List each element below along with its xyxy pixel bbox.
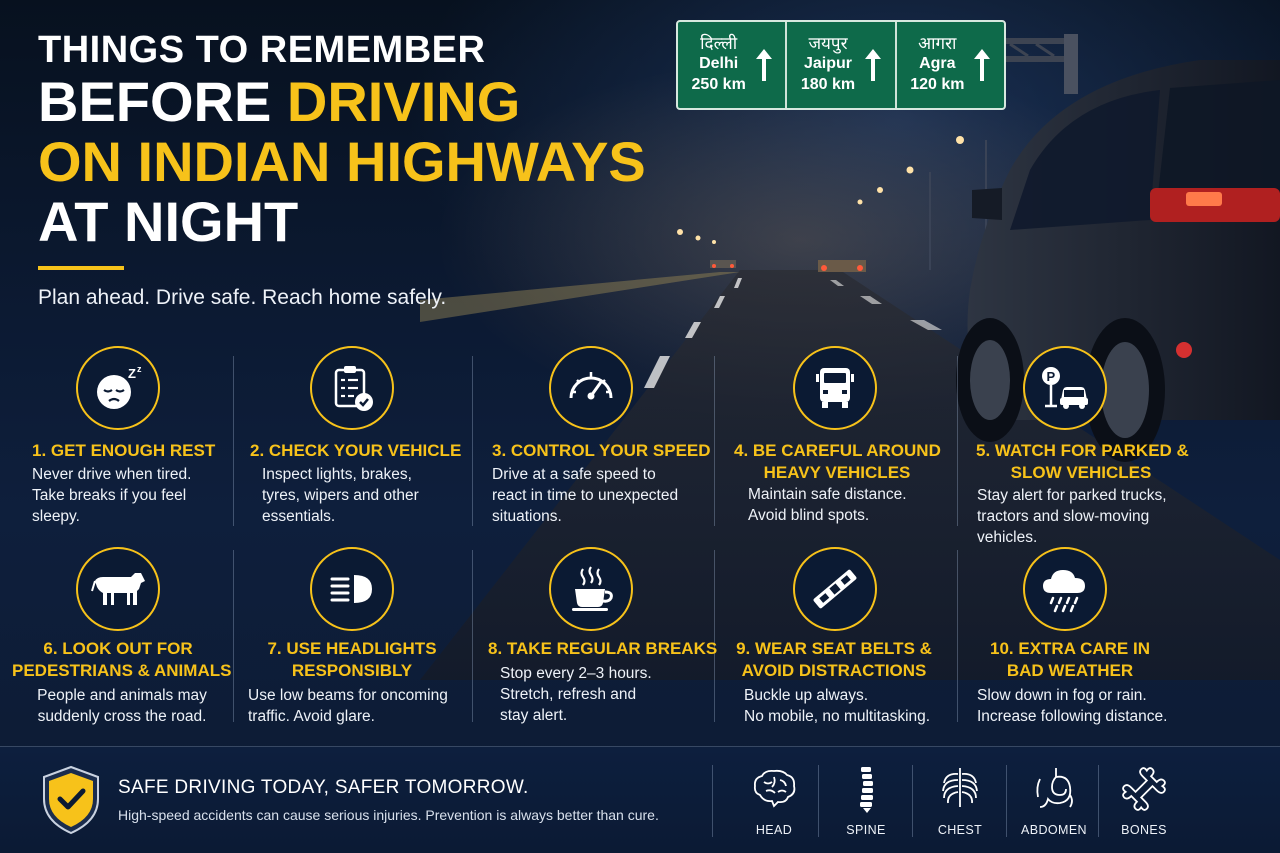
cow-icon bbox=[76, 547, 160, 631]
suv-car-image bbox=[950, 60, 1280, 480]
tip-desc-line: People and animals may bbox=[37, 687, 207, 704]
title-line-2 bbox=[38, 72, 658, 132]
tip-desc bbox=[22, 685, 222, 727]
tip-desc-line: Slow down in fog or rain. bbox=[977, 687, 1147, 704]
tip-desc-line: Drive at a safe speed to bbox=[492, 466, 656, 483]
organ-abdomen bbox=[1006, 747, 1102, 853]
rain-cloud-icon bbox=[1023, 547, 1107, 631]
tip-desc-line: No mobile, no multitasking. bbox=[744, 708, 931, 725]
headlight-icon bbox=[310, 547, 394, 631]
title-driving: DRIVING bbox=[286, 70, 521, 133]
title-before: BEFORE bbox=[38, 70, 287, 133]
ribcage-icon bbox=[936, 765, 984, 813]
tip-desc bbox=[248, 685, 468, 727]
sign-city: Agra bbox=[919, 55, 956, 72]
speedometer-icon bbox=[549, 346, 633, 430]
seat-belt-icon bbox=[793, 547, 877, 631]
tip-desc-line: Use low beams for oncoming bbox=[248, 687, 448, 704]
tip-title: 1. GET ENOUGH REST bbox=[32, 441, 216, 460]
sign-hindi: जयपुर bbox=[808, 34, 848, 54]
sign-city: Jaipur bbox=[803, 55, 852, 72]
divider bbox=[233, 550, 234, 722]
sign-text bbox=[801, 34, 855, 96]
truck-icon bbox=[793, 346, 877, 430]
organ-label: CHEST bbox=[937, 823, 983, 837]
brain-icon bbox=[750, 765, 798, 813]
sign-distance: 120 km bbox=[910, 76, 965, 93]
tip-title-line: HEAVY VEHICLES bbox=[763, 463, 911, 482]
tip-desc-line: situations. bbox=[492, 508, 562, 525]
organ-label: HEAD bbox=[755, 823, 793, 837]
tip-desc-line: Stay alert for parked trucks, bbox=[977, 487, 1167, 504]
tip-title bbox=[238, 638, 466, 682]
tip-desc bbox=[32, 464, 232, 527]
spine-icon bbox=[842, 765, 890, 813]
divider bbox=[957, 550, 958, 722]
arrow-up-icon bbox=[756, 49, 772, 81]
tip-title-line: SLOW VEHICLES bbox=[1010, 463, 1152, 482]
sign-distance: 180 km bbox=[800, 76, 856, 93]
sign-city: Delhi bbox=[699, 55, 739, 72]
tip-desc-line: Avoid blind spots. bbox=[748, 507, 870, 524]
tip-title-line: 10. EXTRA CARE IN bbox=[990, 639, 1150, 658]
tip-title-line: AVOID DISTRACTIONS bbox=[741, 661, 927, 680]
tip-title-line: 7. USE HEADLIGHTS bbox=[267, 639, 437, 658]
organ-label: SPINE bbox=[846, 823, 886, 837]
shield-check-icon bbox=[40, 765, 102, 835]
footer-banner bbox=[0, 746, 1280, 853]
tip-title-line: 6. LOOK OUT FOR bbox=[43, 639, 193, 658]
parking-car-icon bbox=[1023, 346, 1107, 430]
footer-desc: High-speed accidents can cause serious injuries. Prevention is always better than cure. bbox=[118, 807, 659, 823]
tip-title: 3. CONTROL YOUR SPEED bbox=[492, 441, 711, 460]
tip-desc-line: Never drive when tired. bbox=[32, 466, 192, 483]
tip-desc-line: suddenly cross the road. bbox=[37, 708, 207, 725]
title-line-3: ON INDIAN HIGHWAYS bbox=[38, 130, 646, 193]
divider bbox=[233, 356, 234, 526]
tip-desc bbox=[977, 485, 1197, 548]
highway-distance-sign bbox=[676, 20, 1006, 110]
sign-text bbox=[692, 34, 746, 96]
sign-cell-jaipur bbox=[787, 22, 896, 108]
organ-label: BONES bbox=[1121, 823, 1167, 837]
tip-desc-line: sleepy. bbox=[32, 508, 80, 525]
stomach-icon bbox=[1030, 765, 1078, 813]
tip-desc-line: Maintain safe distance. bbox=[748, 486, 907, 503]
tip-desc-line: stay alert. bbox=[500, 707, 568, 724]
tip-desc-line: Stretch, refresh and bbox=[500, 686, 637, 703]
arrow-up-icon bbox=[974, 49, 990, 81]
tip-desc-line: react in time to unexpected bbox=[492, 487, 679, 504]
tip-title-line: PEDESTRIANS & ANIMALS bbox=[12, 661, 232, 680]
title-line-1: THINGS TO REMEMBER bbox=[38, 29, 486, 71]
tip-desc bbox=[500, 663, 700, 726]
street-lights bbox=[640, 120, 1000, 270]
tip-desc bbox=[744, 685, 954, 727]
divider bbox=[714, 356, 715, 526]
tip-desc-line: Increase following distance. bbox=[977, 708, 1168, 725]
organ-chest bbox=[912, 747, 1008, 853]
tip-title-line: 4. BE CAREFUL AROUND bbox=[734, 441, 941, 460]
tip-title: 8. TAKE REGULAR BREAKS bbox=[488, 639, 718, 658]
svg-text:z: z bbox=[137, 364, 142, 374]
coffee-cup-icon bbox=[549, 547, 633, 631]
tip-title-line: BAD WEATHER bbox=[1006, 661, 1134, 680]
title-line-4: AT NIGHT bbox=[38, 190, 299, 253]
sign-hindi: दिल्ली bbox=[700, 34, 738, 54]
tip-title: 2. CHECK YOUR VEHICLE bbox=[250, 441, 462, 460]
organ-spine bbox=[818, 747, 914, 853]
svg-text:P: P bbox=[1046, 369, 1056, 384]
subtitle: Plan ahead. Drive safe. Reach home safely. bbox=[38, 286, 447, 309]
tip-desc-line: Stop every 2–3 hours. bbox=[500, 665, 652, 682]
tip-desc-line: Take breaks if you feel bbox=[32, 487, 187, 504]
tip-title bbox=[728, 638, 940, 682]
tip-desc-line: essentials. bbox=[262, 508, 336, 525]
sign-text bbox=[910, 34, 964, 96]
arrow-up-icon bbox=[865, 49, 881, 81]
sign-cell-agra bbox=[897, 22, 1004, 108]
tip-title bbox=[734, 440, 940, 484]
tip-desc-line: tyres, wipers and other bbox=[262, 487, 419, 504]
divider bbox=[957, 356, 958, 526]
tip-title bbox=[976, 440, 1189, 484]
tip-desc-line: tractors and slow-moving bbox=[977, 508, 1150, 525]
organ-label: ABDOMEN bbox=[1020, 823, 1087, 837]
tip-desc-line: vehicles. bbox=[977, 529, 1038, 546]
tip-desc bbox=[977, 685, 1197, 727]
organ-bones bbox=[1096, 747, 1192, 853]
tip-desc-line: Inspect lights, brakes, bbox=[262, 466, 412, 483]
title-block bbox=[38, 28, 658, 252]
sign-distance: 250 km bbox=[691, 76, 746, 93]
tip-title bbox=[12, 638, 232, 682]
footer-title: SAFE DRIVING TODAY, SAFER TOMORROW. bbox=[118, 777, 529, 798]
sign-cell-delhi bbox=[678, 22, 787, 108]
title-underline bbox=[38, 266, 124, 270]
tip-title-line: 5. WATCH FOR PARKED & bbox=[976, 441, 1189, 460]
tip-desc-line: Buckle up always. bbox=[744, 687, 869, 704]
divider bbox=[714, 550, 715, 722]
tip-title-line: 9. WEAR SEAT BELTS & bbox=[736, 639, 932, 658]
sign-hindi: आगरा bbox=[918, 34, 957, 54]
divider bbox=[712, 765, 713, 837]
tip-desc bbox=[262, 464, 467, 527]
divider bbox=[472, 356, 473, 526]
tip-desc bbox=[748, 484, 948, 526]
tip-title bbox=[970, 638, 1170, 682]
svg-text:Z: Z bbox=[128, 366, 136, 381]
tip-title-line: RESPONSIBLY bbox=[291, 661, 413, 680]
sign-pole bbox=[1006, 34, 1086, 94]
checklist-icon bbox=[310, 346, 394, 430]
divider bbox=[472, 550, 473, 722]
organ-head bbox=[726, 747, 822, 853]
sleepy-face-icon bbox=[76, 346, 160, 430]
bone-icon bbox=[1120, 765, 1168, 813]
tip-desc-line: traffic. Avoid glare. bbox=[248, 708, 375, 725]
tip-desc bbox=[492, 464, 707, 527]
